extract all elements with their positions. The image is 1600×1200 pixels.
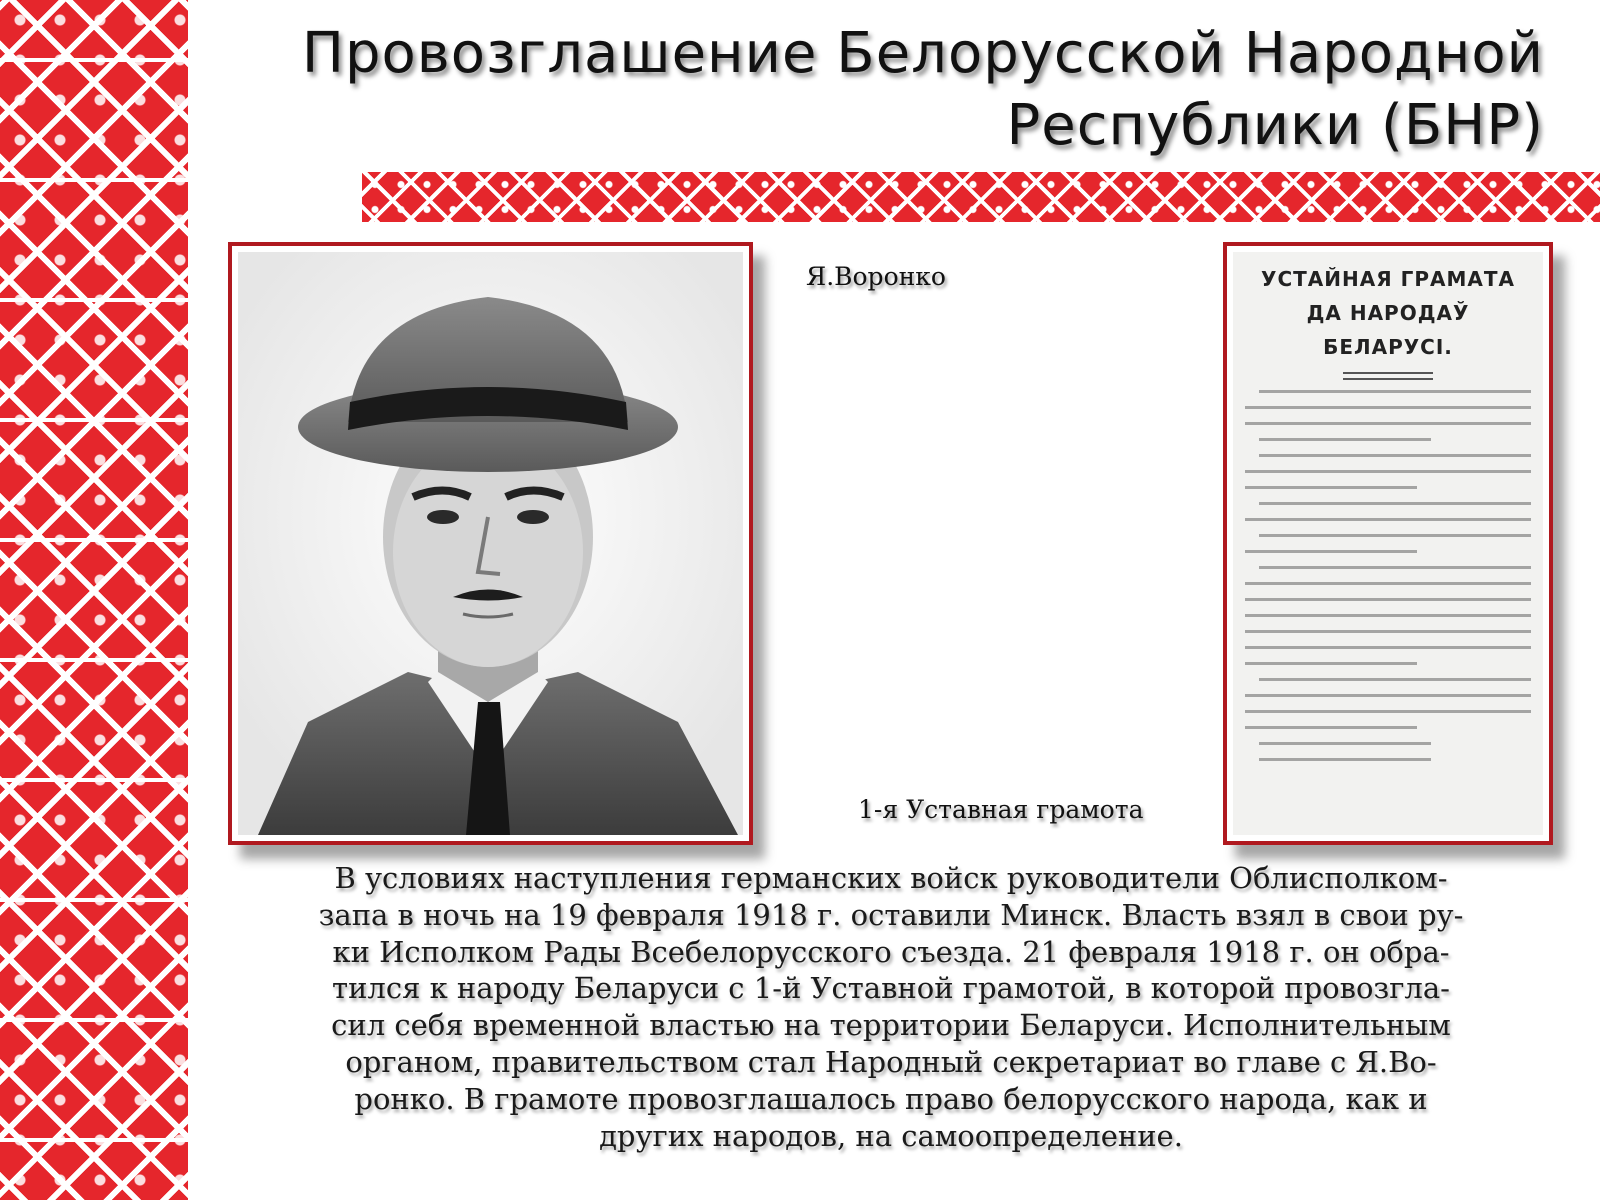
portrait-frame <box>228 242 753 845</box>
document-text-line <box>1245 726 1417 729</box>
document-scan <box>1233 252 1543 835</box>
document-text-line <box>1259 566 1531 569</box>
body-line: органом, правительством стал Народный секретариат во главе с Я.Во- <box>345 1044 1437 1079</box>
document-text-line <box>1245 662 1417 665</box>
document-text-line <box>1245 550 1417 553</box>
document-text-line <box>1245 614 1531 617</box>
portrait-illustration <box>238 252 743 835</box>
document-text-line <box>1245 694 1531 697</box>
body-line: ки Исполком Рады Всебелорусского съезда. 21 февраля 1918 г. он обра- <box>332 934 1450 969</box>
document-text-line <box>1245 422 1531 425</box>
document-text-line <box>1245 646 1531 649</box>
body-line: сил себя временной властью на территории Беларуси. Исполнительным <box>331 1008 1451 1043</box>
document-text-line <box>1245 582 1531 585</box>
body-line: ронко. В грамоте провозглашалось право белорусского народа, как и <box>354 1081 1428 1116</box>
ornament-band <box>362 172 1600 222</box>
document-text-line <box>1259 390 1531 393</box>
document-text-line <box>1259 454 1531 457</box>
document-frame <box>1223 242 1553 845</box>
portrait-caption: Я.Воронко <box>806 262 946 291</box>
document-text-line <box>1245 518 1531 521</box>
document-text-line <box>1259 678 1531 681</box>
slide-title-line2: Республики (БНР) <box>1006 93 1544 158</box>
document-caption: 1-я Уставная грамота <box>858 795 1144 824</box>
document-text-line <box>1259 438 1431 441</box>
document-text-line <box>1259 502 1531 505</box>
portrait-photo <box>238 252 743 835</box>
document-heading-line2: ДА НАРОДАЎ БЕЛАРУСІ. <box>1306 301 1470 359</box>
document-heading-line1: УСТАЙНАЯ ГРАМАТА <box>1261 267 1515 291</box>
body-line: тился к народу Беларуси с 1-й Уставной грамотой, в которой провозгла- <box>332 971 1450 1006</box>
body-paragraph <box>232 860 1550 1154</box>
document-text-line <box>1259 742 1431 745</box>
document-text-line <box>1245 710 1531 713</box>
left-ornament-strip <box>0 0 188 1200</box>
slide-title <box>244 18 1544 162</box>
body-line: других народов, на самоопределение. <box>599 1118 1183 1153</box>
document-divider <box>1343 372 1433 380</box>
slide-title-line1: Провозглашение Белорусской Народной <box>301 21 1544 86</box>
document-text-line <box>1245 470 1531 473</box>
document-text-line <box>1245 630 1531 633</box>
body-line: запа в ночь на 19 февраля 1918 г. оставили Минск. Власть взял в свои ру- <box>318 897 1464 932</box>
document-text-line <box>1245 406 1531 409</box>
document-text-line <box>1259 534 1531 537</box>
document-text-line <box>1245 598 1531 601</box>
document-text-line <box>1259 758 1431 761</box>
document-text-line <box>1245 486 1417 489</box>
body-line: В условиях наступления германских войск руководители Облисполком- <box>334 861 1448 895</box>
